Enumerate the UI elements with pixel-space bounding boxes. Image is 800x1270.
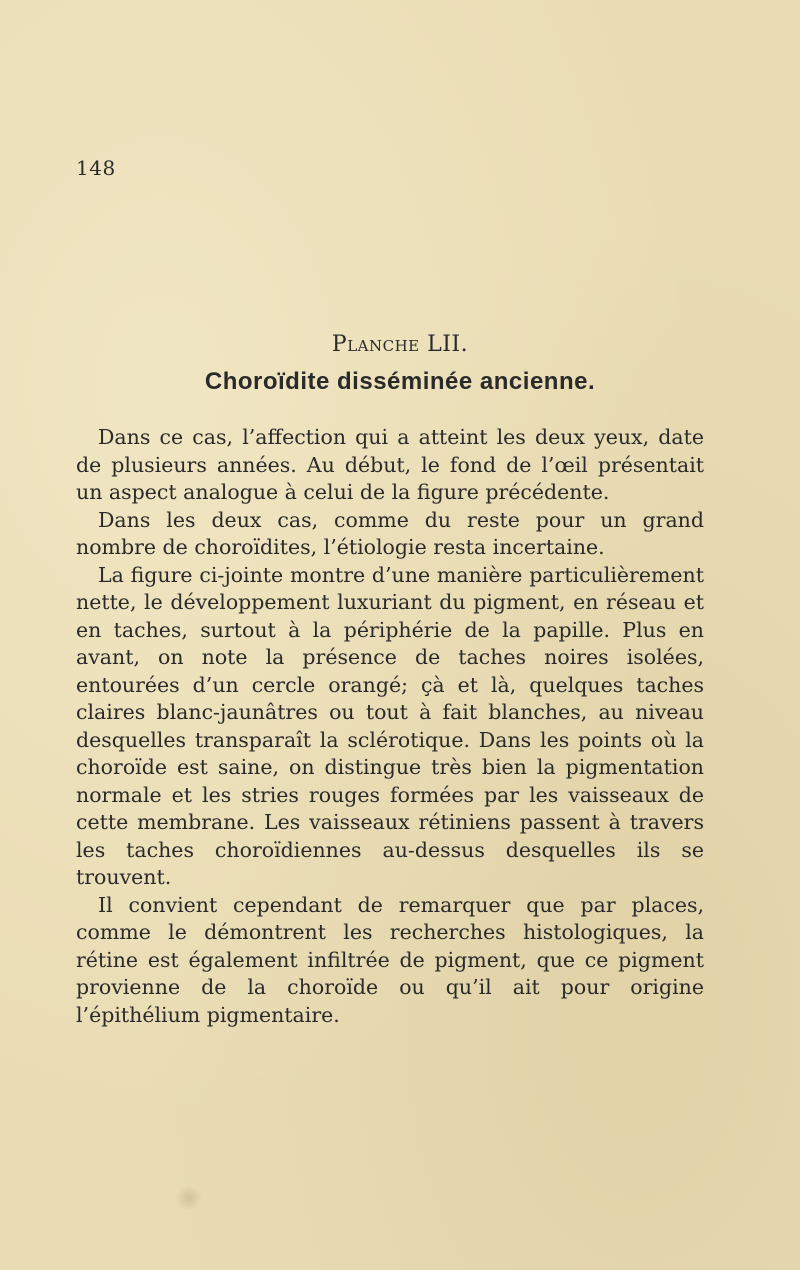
page-number: 148 — [76, 156, 116, 180]
paragraph: Dans ce cas, l’affection qui a atteint les deux yeux, date de plusieurs années. Au début, le fond de l’œil présentait un aspect analogue à celui de la figure précédente. — [76, 425, 704, 504]
paper-stain — [174, 1186, 204, 1210]
paragraph: Il convient cependant de remarquer que par places, comme le démontrent les recherches histologiques, la rétine est également infiltrée de pigment, que ce pigment provienne de la choroïde ou qu’il ait pour origine l’épithélium pigmentaire. — [76, 892, 704, 1027]
paragraph: Dans les deux cas, comme du reste pour un grand nombre de choroïdites, l’étiologie resta incertaine. — [76, 507, 704, 559]
body-text — [76, 424, 704, 1029]
paragraph: La figure ci-jointe montre d’une manière particulièrement nette, le développement luxuriant du pigment, en réseau et en taches, surtout à la périphérie de la papille. Plus en avant, on note la présence de taches noires isolées, entourées d’un cercle orangé; çà et là, quelques taches claires blanc-jaunâtres ou tout à fait blanches, au niveau desquelles transparaît la sclérotique. Dans les points où la choroïde est saine, on distingue très bien la pigmentation normale et les stries rouges formées par les vaisseaux de cette membrane. Les vaisseaux rétiniens passent à travers les taches choroïdiennes au-dessus desquelles ils se trouvent. — [76, 562, 704, 889]
plate-title: Planche LII. — [331, 332, 469, 357]
section-title: Choroïdite disséminée ancienne. — [204, 368, 596, 395]
